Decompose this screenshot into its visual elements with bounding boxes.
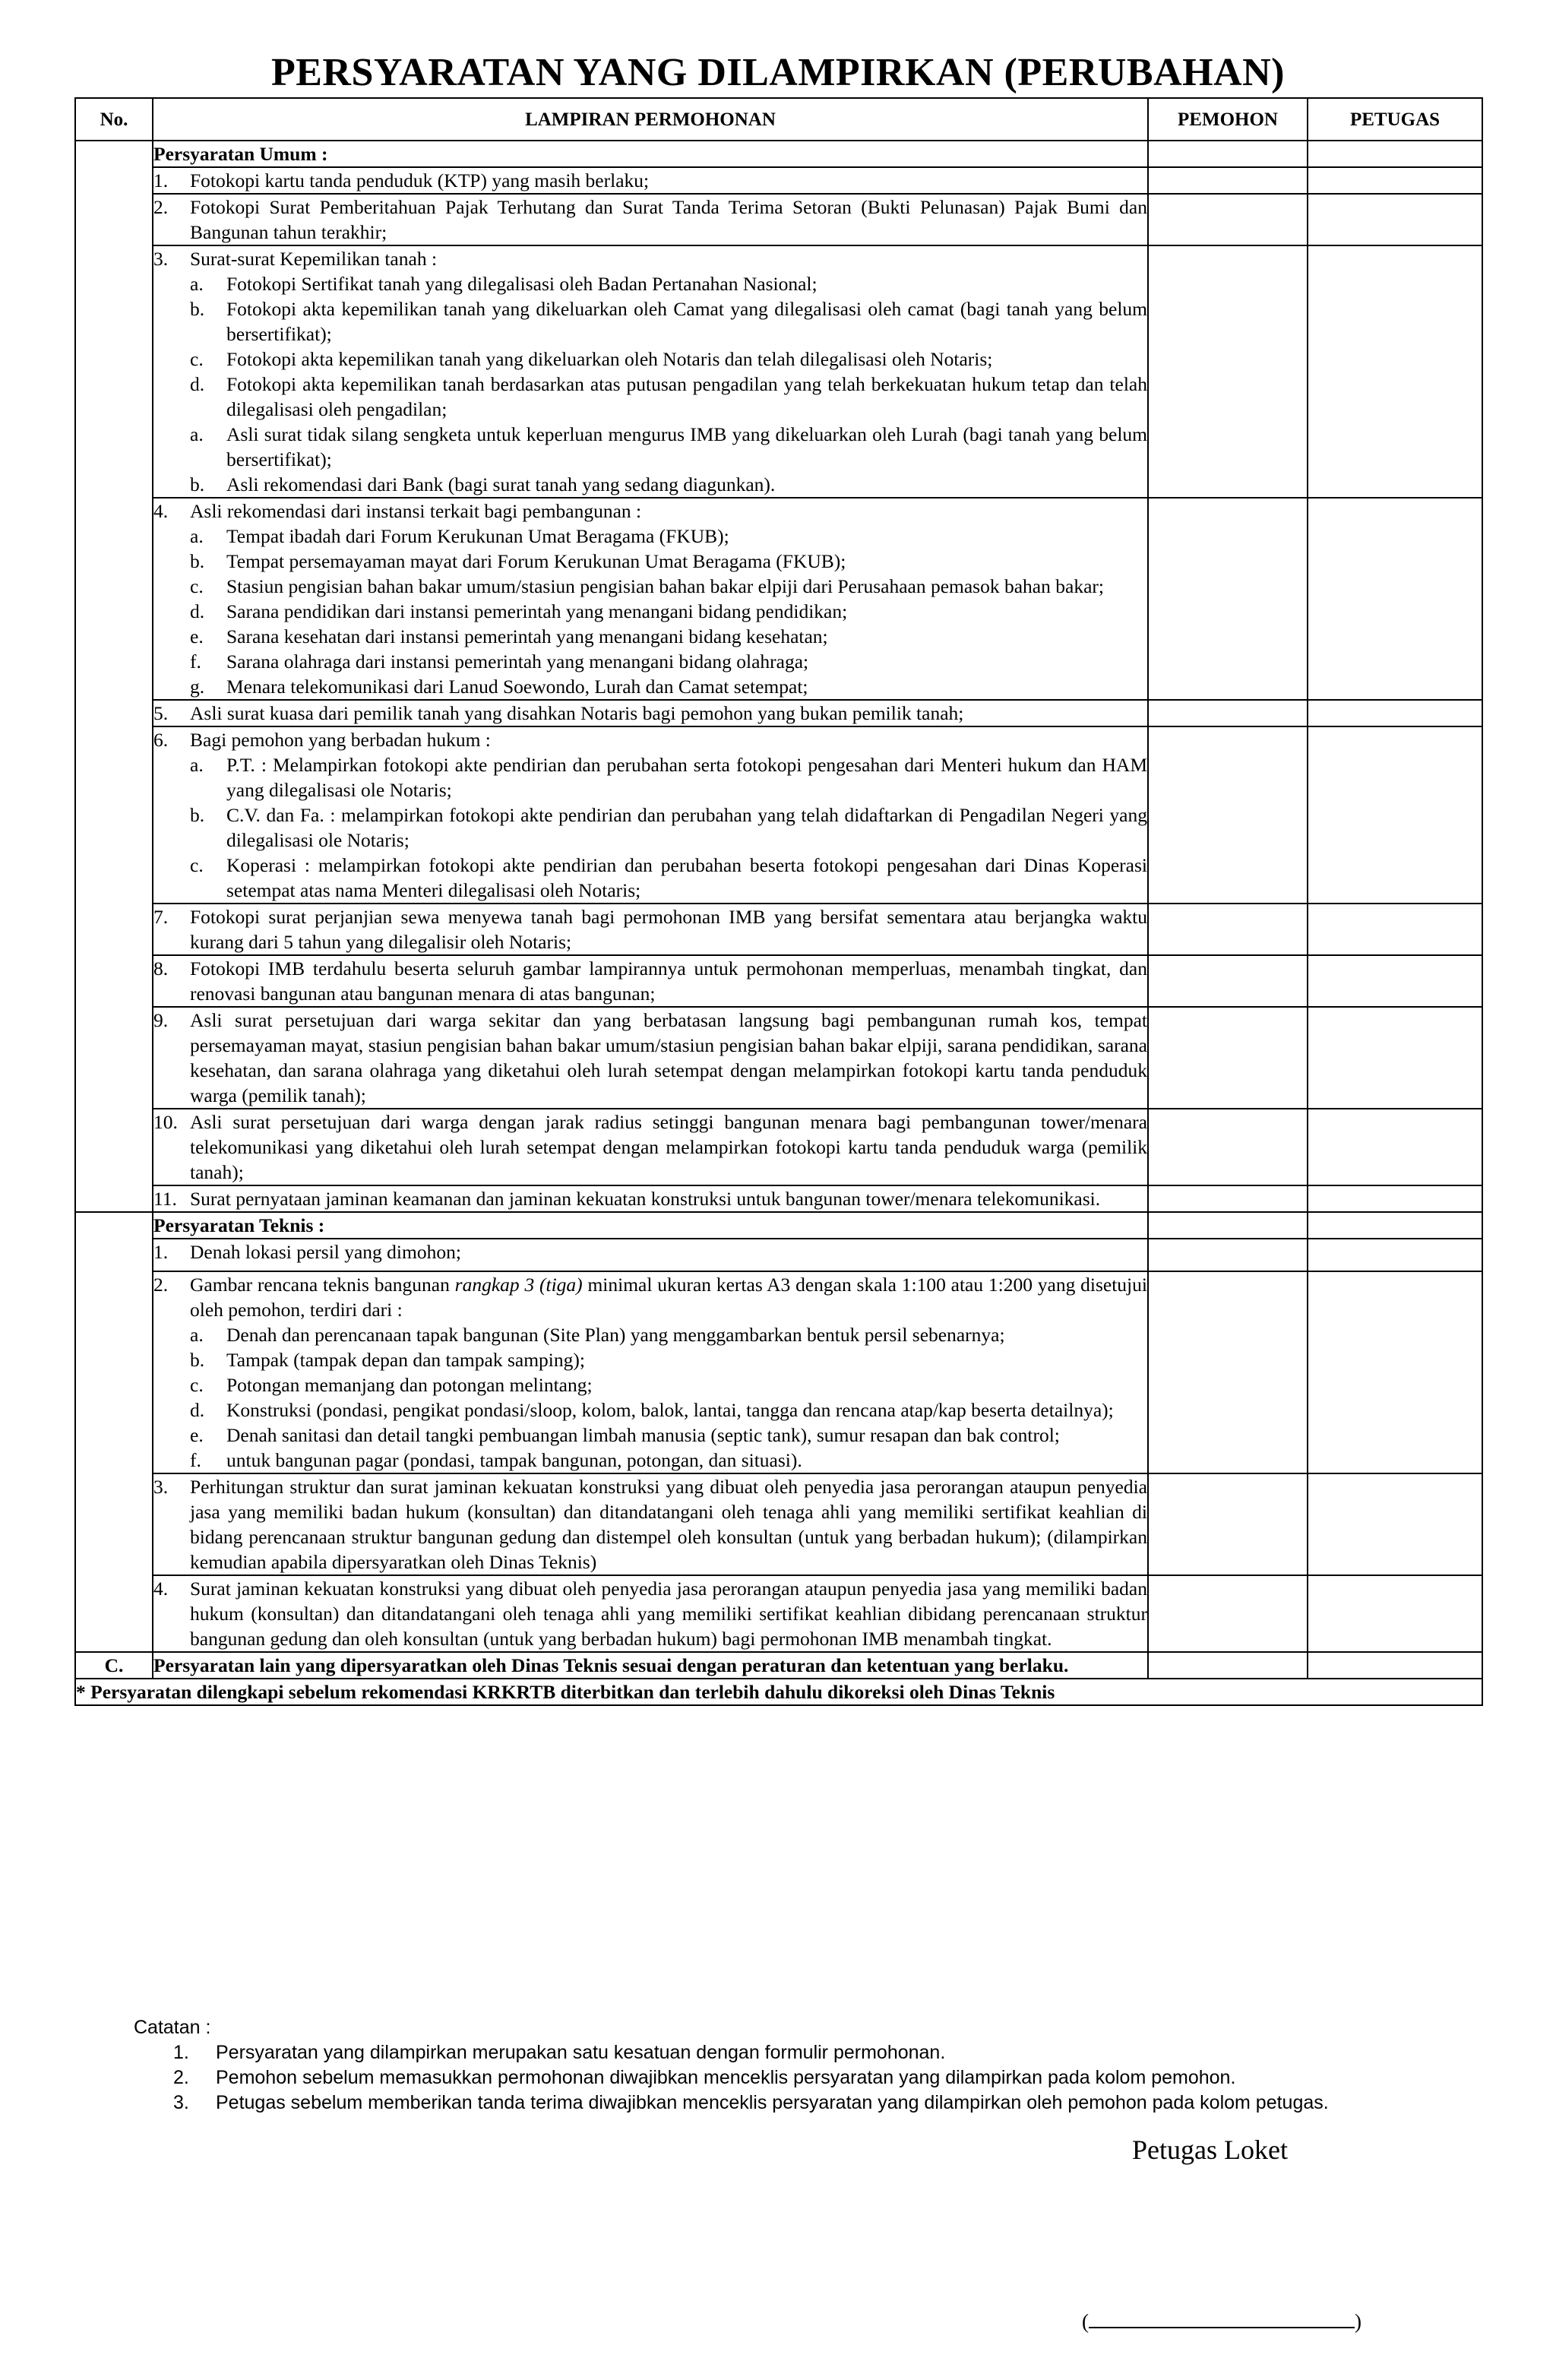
header-pemohon: PEMOHON [1148, 98, 1308, 141]
note-text: Petugas sebelum memberikan tanda terima diwajibkan menceklis persyaratan yang dilampirkan oleh pemohon pada kolom petugas. [216, 2092, 1329, 2113]
header-no: No. [75, 98, 153, 141]
item-text-emphasis: rangkap 3 (tiga) [454, 1274, 583, 1296]
pemohon-checkbox[interactable] [1148, 1271, 1308, 1473]
pemohon-checkbox[interactable] [1148, 1109, 1308, 1185]
section-heading-teknis: Persyaratan Teknis : [153, 1212, 1148, 1239]
petugas-checkbox[interactable] [1308, 1007, 1482, 1109]
sub-number: d. [190, 373, 205, 395]
item-number: 8. [153, 957, 169, 980]
item-number: 3. [153, 1476, 169, 1498]
header-lampiran: LAMPIRAN PERMOHONAN [153, 98, 1148, 141]
item-text-part: minimal ukuran kertas A3 dengan skala 1:100 atau 1:200 yang disetujui oleh pemohon, terdiri dari : [190, 1274, 1147, 1321]
petugas-checkbox[interactable] [1308, 726, 1482, 904]
sub-number: f. [190, 650, 201, 673]
sub-number: a. [190, 525, 204, 547]
item-number: 2. [153, 1274, 169, 1296]
table-row [75, 1271, 1482, 1473]
pemohon-check-umum-heading[interactable] [1148, 141, 1308, 167]
petugas-checkbox[interactable] [1308, 1652, 1482, 1679]
pemohon-check-teknis-heading[interactable] [1148, 1212, 1308, 1239]
petugas-checkbox[interactable] [1308, 1185, 1482, 1212]
pemohon-checkbox[interactable] [1148, 1652, 1308, 1679]
header-petugas: PETUGAS [1308, 98, 1482, 141]
signature-blank[interactable] [1089, 2309, 1355, 2328]
sub-text: Sarana kesehatan dari instansi pemerintah yang menangani bidang kesehatan; [226, 625, 828, 647]
note-text: Persyaratan yang dilampirkan merupakan satu kesatuan dengan formulir permohonan. [216, 2042, 946, 2063]
table-row [75, 955, 1482, 1007]
notes-heading: Catatan : [134, 2017, 211, 2038]
sub-text: Stasiun pengisian bahan bakar umum/stasiun pengisian bahan bakar elpiji dari Perusahaan pemasok bahan bakar; [226, 575, 1104, 597]
sub-number: e. [190, 1424, 204, 1446]
sub-number: b. [190, 298, 205, 320]
sub-number: c. [190, 575, 204, 597]
sub-number: c. [190, 1374, 204, 1396]
sub-text: Sarana olahraga dari instansi pemerintah yang menangani bidang olahraga; [226, 650, 809, 673]
sub-text: C.V. dan Fa. : melampirkan fotokopi akte pendirian dan perubahan yang telah didaftarkan di Pengadilan Negeri yang dilegalisasi ole Notaris; [226, 804, 1147, 851]
pemohon-checkbox[interactable] [1148, 1007, 1308, 1109]
table-row [75, 904, 1482, 955]
petugas-checkbox[interactable] [1308, 1239, 1482, 1271]
sub-text: Sarana pendidikan dari instansi pemerintah yang menangani bidang pendidikan; [226, 600, 848, 622]
no-cell-teknis [75, 1212, 153, 1652]
table-row [75, 1109, 1482, 1185]
pemohon-checkbox[interactable] [1148, 245, 1308, 498]
petugas-checkbox[interactable] [1308, 1575, 1482, 1652]
table-row [75, 1473, 1482, 1575]
section-heading-umum: Persyaratan Umum : [153, 141, 1148, 167]
sub-text: Asli rekomendasi dari Bank (bagi surat tanah yang sedang diagunkan). [226, 473, 776, 495]
item-text: Fotokopi Surat Pemberitahuan Pajak Terhutang dan Surat Tanda Terima Setoran (Bukti Pelunasan) Pajak Bumi dan Bangunan tahun terakhir; [190, 196, 1147, 243]
petugas-checkbox[interactable] [1308, 1473, 1482, 1575]
sub-text: Fotokopi akta kepemilikan tanah yang dikeluarkan oleh Camat yang dilegalisasi oleh camat (bagi tanah yang belum bersertifikat); [226, 298, 1147, 345]
pemohon-checkbox[interactable] [1148, 904, 1308, 955]
no-cell-umum [75, 141, 153, 1212]
item-text: Surat jaminan kekuatan konstruksi yang dibuat oleh penyedia jasa perorangan ataupun penyedia jasa yang memiliki badan hukum (konsultan) dan ditandatangani oleh tenaga ahli yang memiliki sertifikat keahlian dibidang perencanaan struktur bangunan gedung dan oleh konsultan (untuk yang berbadan hukum) bagi permohonan IMB menambah tingkat. [190, 1578, 1147, 1650]
sub-text: Tempat persemayaman mayat dari Forum Kerukunan Umat Beragama (FKUB); [226, 550, 846, 572]
table-row [75, 726, 1482, 904]
pemohon-checkbox[interactable] [1148, 726, 1308, 904]
item-number: 1. [153, 169, 169, 191]
footnote: * Persyaratan dilengkapi sebelum rekomendasi KRKRTB diterbitkan dan terlebih dahulu dikoreksi oleh Dinas Teknis [75, 1679, 1482, 1705]
table-header-row [75, 98, 1482, 141]
sub-text: Tempat ibadah dari Forum Kerukunan Umat Beragama (FKUB); [226, 525, 729, 547]
item-text: Asli rekomendasi dari instansi terkait bagi pembangunan : [190, 500, 642, 522]
signature-label: Petugas Loket [1132, 2135, 1288, 2165]
sub-number: d. [190, 1399, 205, 1421]
item-text [190, 1272, 1147, 1322]
item-text: Fotokopi IMB terdahulu beserta seluruh gambar lampirannya untuk permohonan memperluas, menambah tingkat, dan renovasi bangunan atau bangunan menara di atas bangunan; [190, 957, 1147, 1005]
sub-text: P.T. : Melampirkan fotokopi akte pendirian dan perubahan serta fotokopi pengesahan dari Menteri hukum dan HAM yang dilegalisasi ole Notaris; [226, 754, 1147, 801]
sub-text: Denah sanitasi dan detail tangki pembuangan limbah manusia (septic tank), sumur resapan dan bak control; [226, 1424, 1060, 1446]
table-row [75, 1185, 1482, 1212]
sub-number: a. [190, 754, 204, 776]
item-number: 9. [153, 1009, 169, 1031]
sub-text: Fotokopi Sertifikat tanah yang dilegalisasi oleh Badan Pertanahan Nasional; [226, 273, 818, 295]
item-number: 3. [153, 248, 169, 270]
pemohon-checkbox[interactable] [1148, 1185, 1308, 1212]
sub-text: Fotokopi akta kepemilikan tanah berdasarkan atas putusan pengadilan yang telah berkekuatan hukum tetap dan telah dilegalisasi oleh pengadilan; [226, 373, 1147, 420]
item-text: Denah lokasi persil yang dimohon; [190, 1241, 461, 1263]
footnote-row [75, 1679, 1482, 1705]
table-row [75, 1575, 1482, 1652]
note-item [134, 2040, 1329, 2065]
pemohon-checkbox[interactable] [1148, 167, 1308, 194]
sub-text: Potongan memanjang dan potongan melintang; [226, 1374, 593, 1396]
section-umum [75, 141, 1482, 167]
sub-number: d. [190, 600, 205, 622]
sub-text: Tampak (tampak depan dan tampak samping); [226, 1349, 585, 1371]
petugas-checkbox[interactable] [1308, 1109, 1482, 1185]
item-number: 1. [153, 1241, 169, 1263]
sub-number: b. [190, 473, 205, 495]
signature-line [1082, 2309, 1362, 2334]
item-text: Perhitungan struktur dan surat jaminan kekuatan konstruksi yang dibuat oleh penyedia jasa perorangan ataupun penyedia jasa yang memiliki badan hukum (konsultan) dan ditandatangani oleh tenaga ahli yang memiliki sertifikat keahlian di bidang perencanaan struktur bangunan gedung dan distempel oleh konsultan (untuk yang berbadan hukum); (dilampirkan kemudian apabila dipersyaratkan oleh Dinas Teknis) [190, 1476, 1147, 1573]
item-text-lain: Persyaratan lain yang dipersyaratkan oleh Dinas Teknis sesuai dengan peraturan dan ketentuan yang berlaku. [153, 1652, 1148, 1679]
sub-number: f. [190, 1449, 201, 1471]
table-row [75, 700, 1482, 726]
note-number: 2. [173, 2067, 189, 2088]
pemohon-checkbox[interactable] [1148, 1239, 1308, 1271]
item-number: 7. [153, 906, 169, 928]
item-text: Asli surat persetujuan dari warga sekitar dan yang berbatasan langsung bagi pembangunan rumah kos, tempat persemayaman mayat, stasiun pengisian bahan bakar umum/stasiun pengisian bahan bakar elpiji, sarana pendidikan, sarana kesehatan, dan sarana olahraga yang diketahui oleh lurah setempat dengan melampirkan fotokopi kartu tanda penduduk warga (pemilik tanah); [190, 1009, 1147, 1106]
petugas-checkbox[interactable] [1308, 498, 1482, 700]
sub-text: Koperasi : melampirkan fotokopi akte pendirian dan perubahan beserta fotokopi pengesahan dari Dinas Koperasi setempat atas nama Menteri dilegalisasi oleh Notaris; [226, 854, 1147, 901]
sub-text: Fotokopi akta kepemilikan tanah yang dikeluarkan oleh Notaris dan telah dilegalisasi oleh Notaris; [226, 348, 993, 370]
item-text: Fotokopi kartu tanda penduduk (KTP) yang masih berlaku; [190, 169, 650, 191]
sub-number: e. [190, 625, 204, 647]
note-number: 1. [173, 2042, 189, 2063]
petugas-checkbox[interactable] [1308, 1271, 1482, 1473]
row-number-c: C. [75, 1652, 153, 1679]
note-item [134, 2090, 1329, 2116]
item-number: 6. [153, 729, 169, 751]
pemohon-checkbox[interactable] [1148, 700, 1308, 726]
sub-text: Menara telekomunikasi dari Lanud Soewondo, Lurah dan Camat setempat; [226, 676, 808, 698]
sub-number: a. [190, 423, 204, 445]
sub-text: Konstruksi (pondasi, pengikat pondasi/sloop, kolom, balok, lantai, tangga dan rencana atap/kap beserta detailnya); [226, 1399, 1114, 1421]
table-row [75, 167, 1482, 194]
petugas-check-teknis-heading[interactable] [1308, 1212, 1482, 1239]
item-number: 10. [153, 1111, 178, 1133]
requirements-table [74, 97, 1483, 1706]
sub-number: b. [190, 1349, 205, 1371]
item-text: Asli surat kuasa dari pemilik tanah yang disahkan Notaris bagi pemohon yang bukan pemilik tanah; [190, 702, 964, 724]
sub-text: Asli surat tidak silang sengketa untuk keperluan mengurus IMB yang dikeluarkan oleh Lurah (bagi tanah yang belum bersertifikat); [226, 423, 1147, 470]
item-text: Surat-surat Kepemilikan tanah : [190, 248, 438, 270]
sub-number: c. [190, 854, 204, 876]
pemohon-checkbox[interactable] [1148, 1575, 1308, 1652]
petugas-checkbox[interactable] [1308, 904, 1482, 955]
pemohon-checkbox[interactable] [1148, 955, 1308, 1007]
sub-number: b. [190, 804, 205, 826]
notes-section [134, 2015, 1329, 2116]
pemohon-checkbox[interactable] [1148, 194, 1308, 245]
sub-text: untuk bangunan pagar (pondasi, tampak bangunan, potongan, dan situasi). [226, 1449, 802, 1471]
petugas-checkbox[interactable] [1308, 245, 1482, 498]
item-text-part: Gambar rencana teknis bangunan [190, 1274, 455, 1296]
item-text: Fotokopi surat perjanjian sewa menyewa tanah bagi permohonan IMB yang bersifat sementara atau berjangka waktu kurang dari 5 tahun yang dilegalisir oleh Notaris; [190, 906, 1147, 953]
item-text: Asli surat persetujuan dari warga dengan jarak radius setinggi bangunan menara bagi pembangunan tower/menara telekomunikasi yang diketahui oleh lurah setempat dengan melampirkan fotokopi kartu tanda penduduk warga (pemilik tanah); [190, 1111, 1147, 1183]
table-row [75, 245, 1482, 498]
sub-text: Denah dan perencanaan tapak bangunan (Site Plan) yang menggambarkan bentuk persil sebenarnya; [226, 1324, 1005, 1346]
sub-number: g. [190, 676, 205, 698]
table-row [75, 498, 1482, 700]
petugas-checkbox[interactable] [1308, 700, 1482, 726]
page-title: PERSYARATAN YANG DILAMPIRKAN (PERUBAHAN) [270, 51, 1285, 94]
table-row [75, 194, 1482, 245]
item-number: 5. [153, 702, 169, 724]
section-teknis [75, 1212, 1482, 1239]
pemohon-checkbox[interactable] [1148, 1473, 1308, 1575]
signature-close-paren: ) [1355, 2310, 1362, 2333]
item-number: 2. [153, 196, 169, 218]
item-number: 11. [153, 1188, 177, 1210]
table-row [75, 1007, 1482, 1109]
sub-number: c. [190, 348, 204, 370]
petugas-checkbox[interactable] [1308, 194, 1482, 245]
note-item [134, 2065, 1329, 2090]
sub-number: a. [190, 273, 204, 295]
item-text: Bagi pemohon yang berbadan hukum : [190, 729, 491, 751]
item-number: 4. [153, 1578, 169, 1600]
signature-open-paren: ( [1082, 2310, 1089, 2333]
petugas-checkbox[interactable] [1308, 167, 1482, 194]
item-number: 4. [153, 500, 169, 522]
petugas-check-umum-heading[interactable] [1308, 141, 1482, 167]
item-text: Surat pernyataan jaminan keamanan dan jaminan kekuatan konstruksi untuk bangunan tower/menara telekomunikasi. [190, 1188, 1101, 1210]
note-number: 3. [173, 2092, 189, 2113]
note-text: Pemohon sebelum memasukkan permohonan diwajibkan menceklis persyaratan yang dilampirkan pada kolom pemohon. [216, 2067, 1236, 2088]
table-row [75, 1239, 1482, 1271]
pemohon-checkbox[interactable] [1148, 498, 1308, 700]
petugas-checkbox[interactable] [1308, 955, 1482, 1007]
sub-number: b. [190, 550, 205, 572]
sub-number: a. [190, 1324, 204, 1346]
table-row [75, 1652, 1482, 1679]
